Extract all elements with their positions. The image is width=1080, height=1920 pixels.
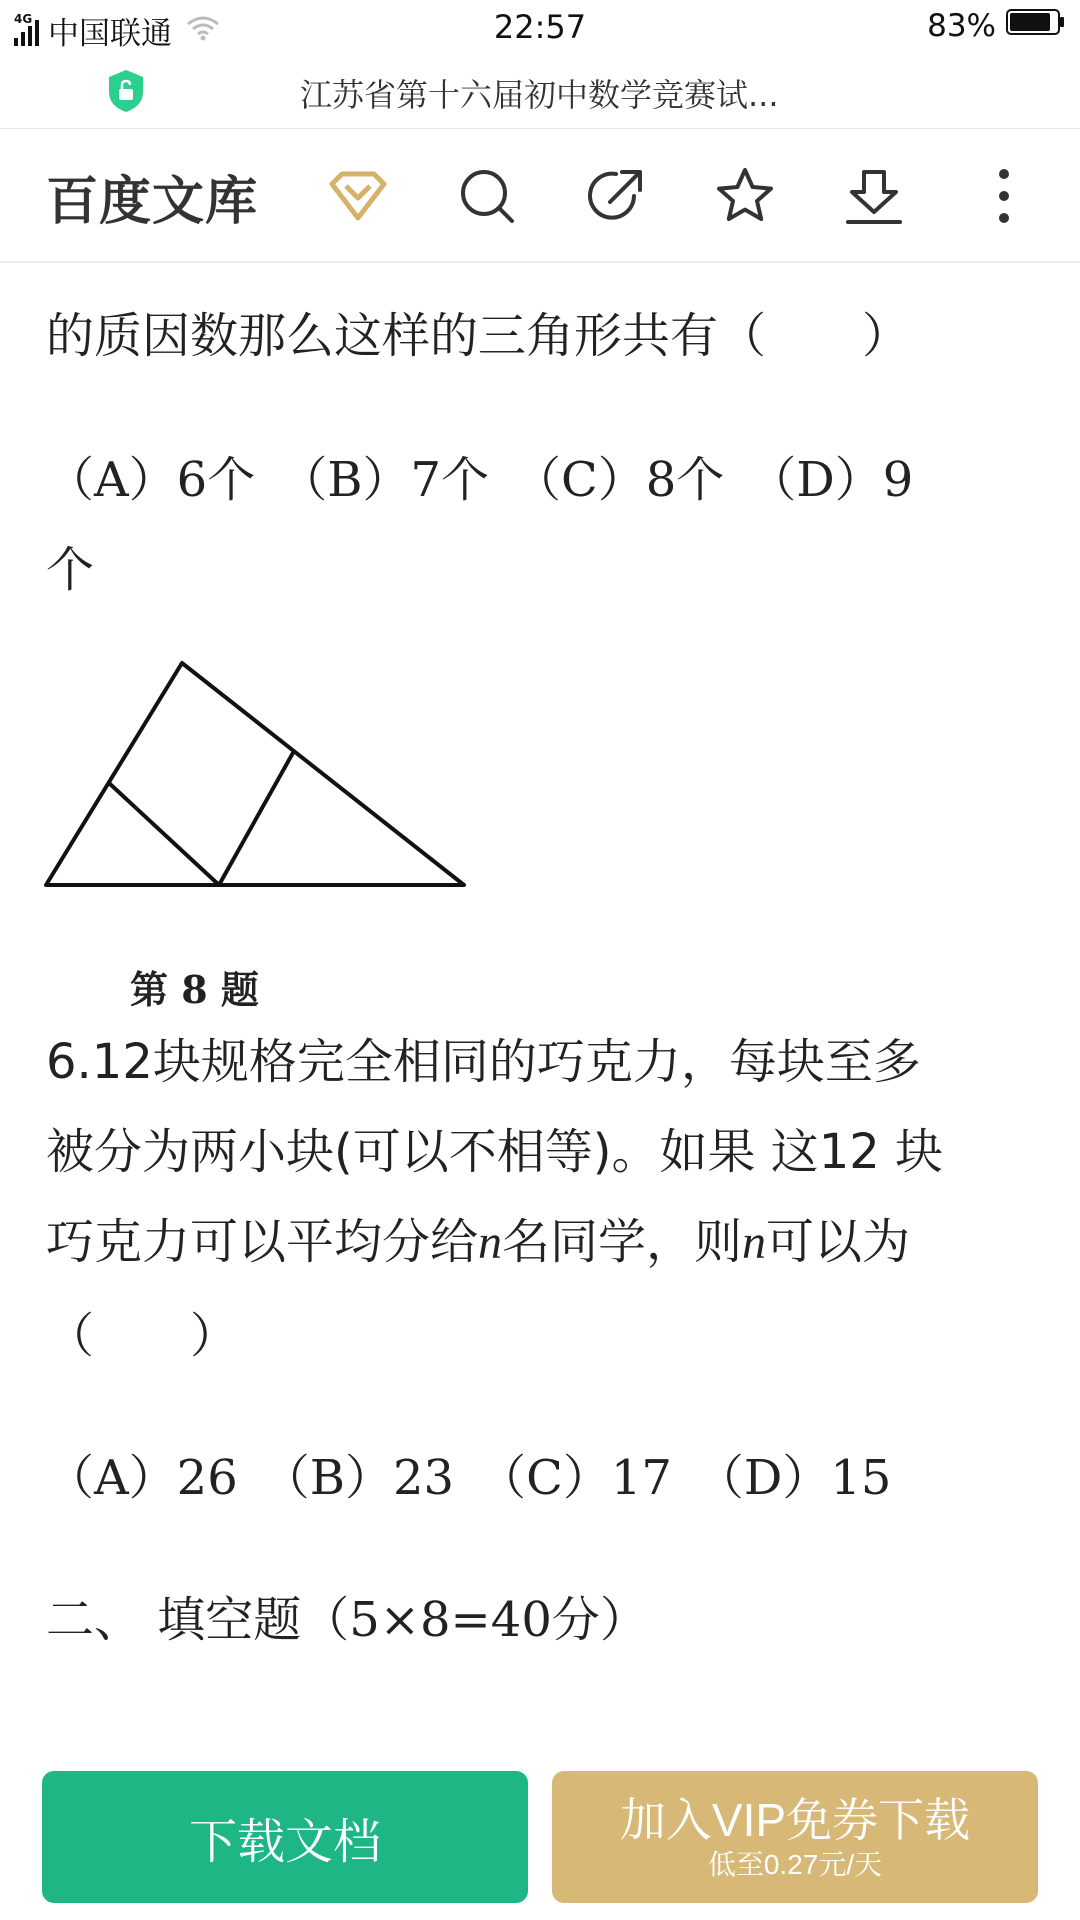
question-6-line-2: 被分为两小块(可以不相等)。如果 这12 块 [46,1124,944,1180]
question-5-text: 的质因数那么这样的三角形共有（ ） [46,308,911,364]
variable-n-2: n [742,1216,767,1269]
security-shield-icon[interactable] [106,68,146,118]
baidu-wenku-logo[interactable]: 百度文库 [46,172,259,232]
question-6-line-1: 6.12块规格完全相同的巧克力，每块至多 [46,1034,921,1090]
vip-button-label: 加入VIP免券下载 [619,1794,971,1846]
question-5-options-wrap: 个 [46,542,95,598]
question-5-options: （A）6个 （B）7个 （C）8个 （D）9 [46,452,914,508]
carrier-name: 中国联通 [48,16,172,52]
page-title[interactable]: 江苏省第十六届初中数学竞赛试... [300,76,779,114]
section-2-heading: 二、 填空题（5×8=40分） [46,1592,648,1648]
network-type: 4G [14,11,33,26]
battery-icon [1006,8,1066,44]
battery-percent: 83% [927,8,996,44]
clock: 22:57 [493,8,587,46]
variable-n: n [478,1216,503,1269]
battery-status [927,8,1066,44]
vip-price-note: 低至0.27元/天 [707,1849,883,1880]
figure-caption: 第 8 题 [130,967,259,1012]
app-toolbar [0,129,1080,263]
question-6-options: （A）26 （B）23 （C）17 （D）15 [46,1450,892,1506]
vip-diamond-icon[interactable] [326,164,390,228]
download-document-button[interactable]: 下载文档 [42,1771,528,1903]
document-content[interactable] [0,263,1080,1763]
star-icon[interactable] [713,164,777,228]
share-icon[interactable] [584,164,648,228]
question-6-text-b: 名同学，则 [502,1214,743,1270]
triangle-figure [40,657,470,921]
search-icon[interactable] [455,164,519,228]
bottom-action-bar [0,1763,1080,1920]
vip-download-button[interactable] [552,1771,1038,1903]
more-icon[interactable] [972,164,1036,228]
question-6-line-4: （ ） [46,1308,239,1364]
question-6-text-c: 可以为 [766,1214,911,1270]
question-6-text-a: 巧克力可以平均分给 [46,1214,479,1270]
download-icon[interactable] [842,164,906,228]
status-bar [0,0,1080,56]
question-6-line-3 [46,1203,910,1272]
browser-title-bar[interactable] [0,56,1080,129]
